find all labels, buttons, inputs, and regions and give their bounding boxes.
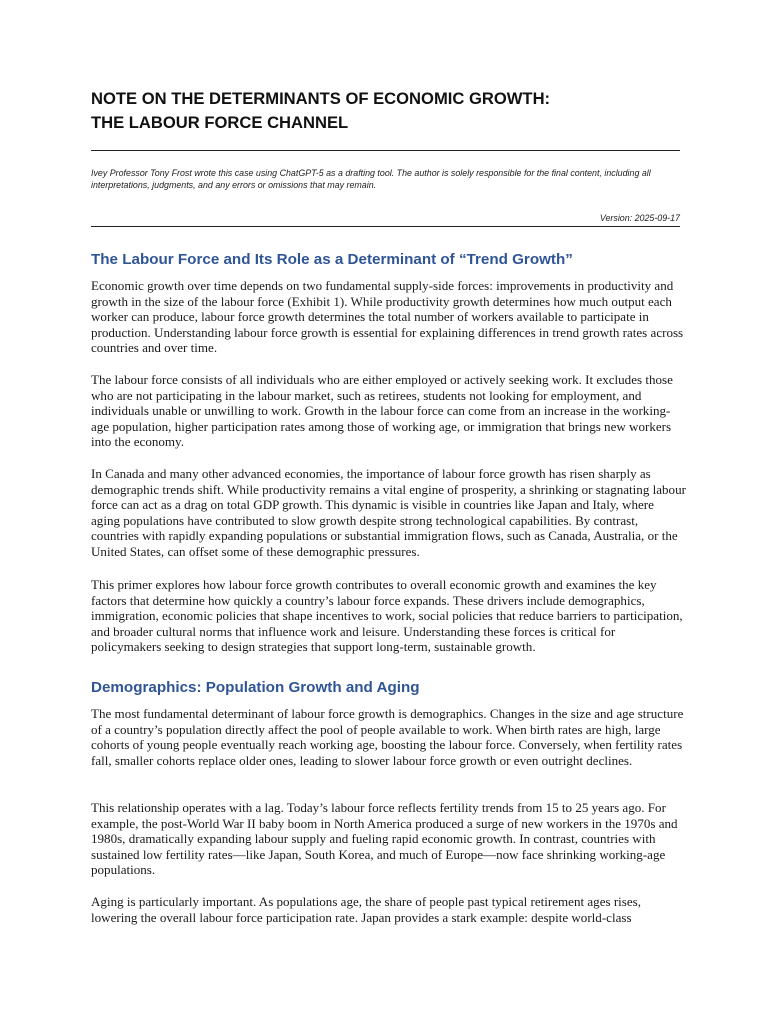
section-heading-demographics: Demographics: Population Growth and Aging bbox=[91, 679, 420, 696]
version-label: Version: 2025-09-17 bbox=[599, 213, 680, 223]
paragraph: This primer explores how labour force growth contributes to overall economic growth and examines the key factors that determine how quickly a country’s labour force expands. These drivers include demographics, immigration, economic policies that shape incentives to work, social policies that reduce barriers to participation, and broader cultural norms that influence work and leisure. Understanding these forces is critical for policymakers seeking to design strategies that support long-term, sustainable growth. bbox=[91, 577, 683, 654]
paragraph: Economic growth over time depends on two fundamental supply-side forces: improvements in productivity and growth in the size of the labour force (Exhibit 1). While productivity growth determines how much output each worker can produce, labour force growth determines the total number of workers available to participate in production. Understanding labour force growth is essential for explaining differences in trend growth rates across countries and over time. bbox=[91, 278, 684, 355]
paragraph: The labour force consists of all individuals who are either employed or actively seeking work. It excludes those who are not participating in the labour market, such as retirees, students not looking for employment, and individuals unable or unwilling to work. Growth in the labour force can come from an increase in the working-age population, higher participation rates among those of working age, or immigration that brings new workers into the economy. bbox=[91, 372, 673, 449]
section-heading-labour-force: The Labour Force and Its Role as a Determinant of “Trend Growth” bbox=[91, 251, 573, 268]
author-note: Ivey Professor Tony Frost wrote this case using ChatGPT-5 as a drafting tool. The author is solely responsible for the final content, including all interpretations, judgments, and any errors or omissions that may remain. bbox=[91, 168, 651, 190]
paragraph: Aging is particularly important. As populations age, the share of people past typical retirement ages rises, lowering the overall labour force participation rate. Japan provides a stark example: despite world-class bbox=[91, 894, 641, 925]
version-divider bbox=[91, 226, 680, 227]
title-line-1: NOTE ON THE DETERMINANTS OF ECONOMIC GROWTH: bbox=[91, 89, 551, 108]
paragraph: The most fundamental determinant of labour force growth is demographics. Changes in the size and age structure of a country’s population directly affect the pool of people available to work. When birth rates are high, large cohorts of young people eventually reach working age, boosting the labour force. Conversely, when fertility rates fall, smaller cohorts replace older ones, leading to slower labour force growth or even outright declines. bbox=[91, 706, 684, 768]
paragraph: This relationship operates with a lag. Today’s labour force reflects fertility trends from 15 to 25 years ago. For example, the post-World War II baby boom in North America produced a surge of new workers in the 1970s and 1980s, dramatically expanding labour supply and fueling rapid economic growth. In contrast, countries with sustained low fertility rates—like Japan, South Korea, and much of Europe—now face shrinking working-age populations. bbox=[91, 800, 678, 877]
title-line-2: THE LABOUR FORCE CHANNEL bbox=[91, 113, 349, 132]
paragraph: In Canada and many other advanced economies, the importance of labour force growth has risen sharply as demographic trends shift. While productivity remains a vital engine of prosperity, a shrinking or stagnating labour force can act as a drag on total GDP growth. This dynamic is visible in countries like Japan and Italy, where aging populations have contributed to slow growth despite strong technological capabilities. By contrast, countries with rapidly expanding populations or substantial immigration flows, such as Canada, Australia, or the United States, can offset some of these demographic pressures. bbox=[91, 466, 686, 559]
document-title bbox=[91, 87, 691, 135]
title-divider bbox=[91, 150, 680, 151]
